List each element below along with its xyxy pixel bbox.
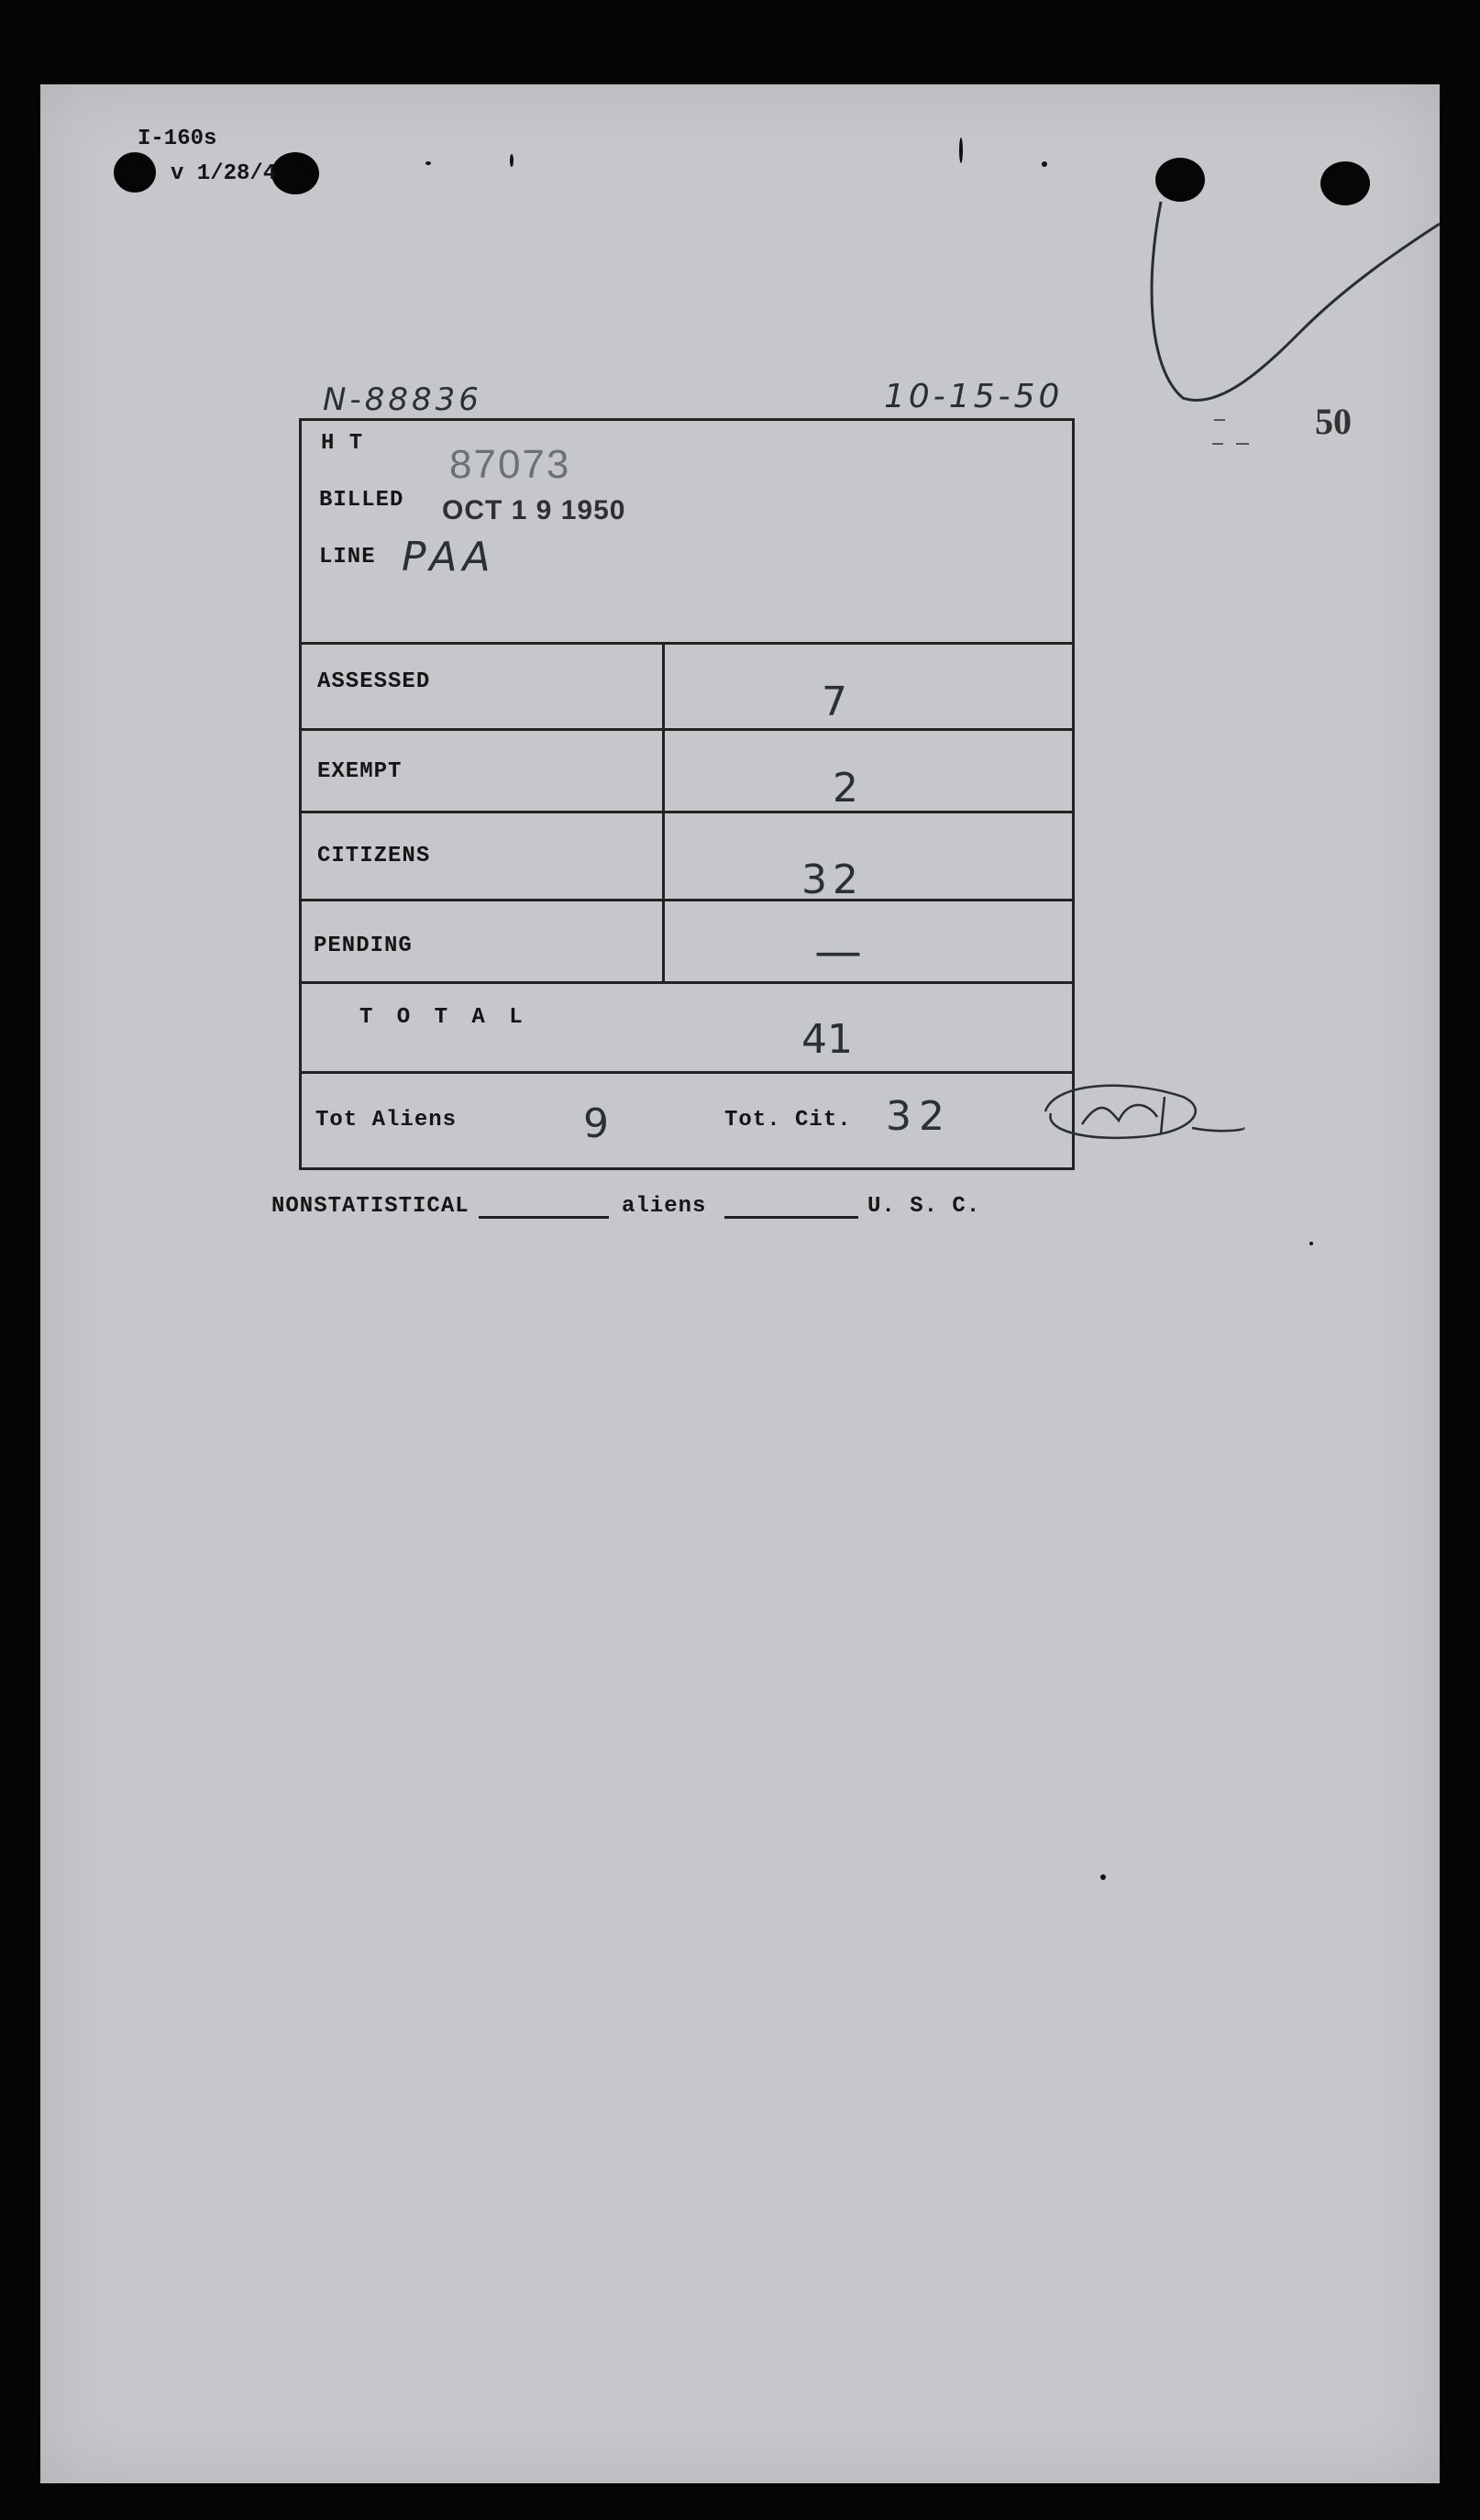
row-label-citizens: CITIZENS [317, 844, 431, 868]
row-label-assessed: ASSESSED [317, 669, 431, 694]
row-label-exempt: EXEMPT [317, 759, 403, 784]
check-mark-stroke [1152, 202, 1440, 400]
row-label-pending: PENDING [314, 934, 413, 958]
tot-cit-value: 32 [886, 1093, 952, 1140]
manifest-number: N-88836 [323, 381, 482, 418]
line-label: LINE [319, 545, 376, 569]
row-value-pending: — [814, 924, 862, 979]
row-value-exempt: 2 [833, 765, 858, 812]
row-value-assessed: 7 [822, 679, 847, 725]
tot-cit-label: Tot. Cit. [724, 1108, 852, 1133]
billed-label: BILLED [319, 488, 404, 513]
speck [1309, 1242, 1313, 1245]
billed-stamp: OCT 1 9 1950 [442, 495, 626, 525]
usc-label: U. S. C. [867, 1194, 981, 1219]
tot-aliens-label: Tot Aliens [315, 1108, 458, 1133]
date-written: 10-15-50 [884, 378, 1064, 415]
speck [510, 154, 514, 167]
speck [425, 161, 431, 165]
total-label: T O T A L [359, 1005, 528, 1030]
line-value: PAA [402, 534, 496, 580]
tot-aliens-value: 9 [583, 1100, 609, 1147]
page-number: 50 [1315, 401, 1352, 442]
form-code-line1: I-160s [138, 127, 217, 151]
initials-scribble [1045, 1086, 1243, 1138]
total-value: 41 [801, 1016, 853, 1063]
row-value-citizens: 32 [801, 857, 864, 903]
speck [959, 138, 963, 163]
ht-stamp: 87073 [449, 442, 571, 487]
form-code-line2: v 1/28/4 [171, 161, 277, 186]
speck [1042, 161, 1047, 167]
speck [1100, 1874, 1106, 1880]
dash-mark [1212, 420, 1249, 444]
nonstatistical-label: NONSTATISTICAL [271, 1194, 469, 1219]
aliens-label: aliens [622, 1194, 707, 1219]
ht-label: H T [321, 431, 364, 456]
